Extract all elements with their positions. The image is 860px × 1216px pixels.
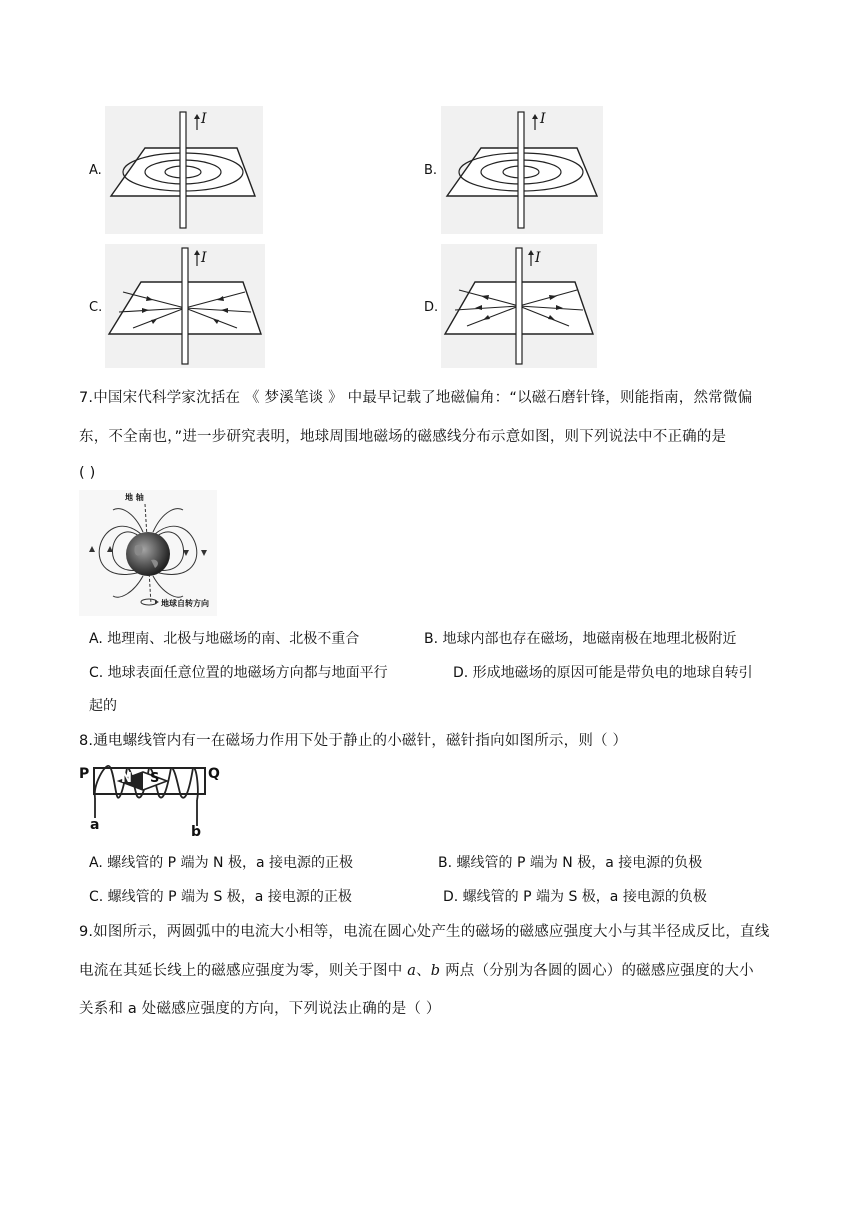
needle-n-label: N (121, 771, 132, 786)
q9-line-2 (79, 961, 754, 981)
q9-line-1: 9.如图所示，两圆弧中的电流大小相等，电流在圆心处产生的磁场的磁感应强度大小与其半径成反比，直线 (79, 924, 770, 940)
option-d-letter: D. (424, 300, 439, 315)
q7-option-d-line-1: D. 形成地磁场的原因可能是带负电的地球自转引 (453, 665, 753, 681)
option-c-current-label: I (201, 250, 207, 266)
q9-line-2-start: 电流在其延长线上的磁感应强度为零，则关于图中 (79, 963, 408, 979)
option-a-letter: A. (89, 163, 102, 178)
q7-option-d-line-2: 起的 (89, 698, 117, 714)
q8-option-d: D. 螺线管的 P 端为 S 极，a 接电源的负极 (443, 889, 707, 905)
q8-option-b: B. 螺线管的 P 端为 N 极，a 接电源的负极 (438, 855, 703, 871)
option-d-current-label: I (535, 250, 541, 266)
option-a-current-label: I (201, 111, 207, 127)
q9-separator: 、 (416, 963, 431, 979)
q7-option-c: C. 地球表面任意位置的地磁场方向都与地面平行 (89, 665, 388, 681)
q8-question: 8.通电螺线管内有一在磁场力作用下处于静止的小磁针，磁针指向如图所示，则（ ） (79, 733, 628, 749)
option-c-figure (105, 244, 265, 368)
earth-rotation-label: 地球自转方向 (161, 599, 209, 608)
q7-line-1: 7.中国宋代科学家沈括在 《 梦溪笔谈 》 中最早记载了地磁偏角：“以磁石磨针锋，则能指南，然常微偏 (79, 390, 753, 406)
option-d-figure (441, 244, 597, 368)
lead-b-label: b (191, 824, 202, 840)
solenoid-end-p: P (79, 766, 90, 782)
q9-line-3: 关系和 a 处磁感应强度的方向，下列说法止确的是（ ） (79, 1001, 441, 1017)
lead-a-label: a (90, 817, 100, 833)
point-a-var: a (407, 963, 417, 979)
q7-line-2: 东，不全南也，”进一步研究表明，地球周围地磁场的磁感线分布示意如图，则下列说法中不正确的是 (79, 429, 727, 445)
option-b-figure (441, 106, 603, 234)
q8-option-a: A. 螺线管的 P 端为 N 极，a 接电源的正极 (89, 855, 353, 871)
q9-line-2-end: 两点（分别为各圆的圆心）的磁感应强度的大小 (440, 963, 754, 979)
option-b-letter: B. (424, 163, 438, 178)
option-a-figure (105, 106, 263, 234)
q7-option-b: B. 地球内部也存在磁场，地磁南极在地理北极附近 (424, 631, 737, 647)
point-b-var: b (430, 963, 441, 979)
earth-axis-label: 地 轴 (125, 493, 144, 502)
option-b-current-label: I (540, 111, 546, 127)
option-c-letter: C. (89, 300, 103, 315)
solenoid-end-q: Q (208, 766, 220, 782)
needle-s-label: S (150, 771, 160, 786)
q8-option-c: C. 螺线管的 P 端为 S 极，a 接电源的正极 (89, 889, 352, 905)
q7-line-3: ( ) (79, 465, 96, 481)
q7-option-a: A. 地理南、北极与地磁场的南、北极不重合 (89, 631, 360, 647)
